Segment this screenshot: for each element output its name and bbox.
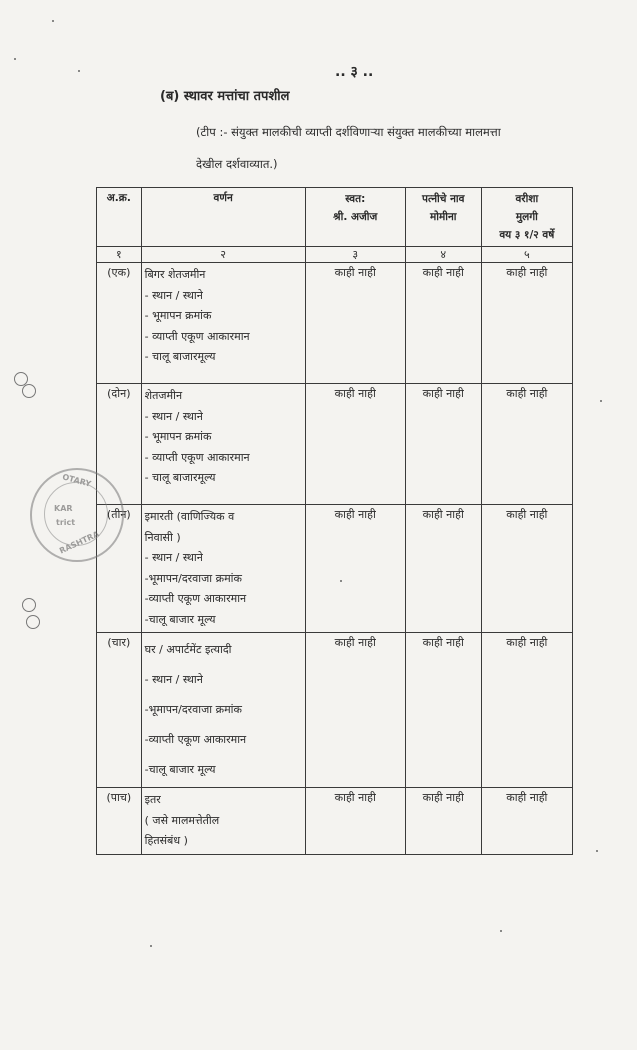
stamp-text: trict [56, 518, 76, 527]
spouse-value: काही नाही [405, 263, 481, 384]
table-row [97, 384, 573, 505]
scan-speck [596, 850, 598, 852]
spouse-value: काही नाही [405, 633, 481, 788]
punch-hole-icon [26, 615, 40, 629]
self-value: काही नाही [305, 633, 405, 788]
header-daughter-line3: वय ३ १/२ वर्षे [499, 229, 555, 241]
description-line: -चालू बाजार मूल्य [144, 763, 216, 776]
stamp-text: OTARY [61, 472, 93, 489]
row-description [141, 788, 305, 855]
page-number: .. ३ .. [335, 64, 374, 80]
description-line: इमारती (वाणिज्यिक व [144, 510, 235, 523]
row-id: (पाच) [97, 788, 142, 855]
row-id: (एक) [97, 263, 142, 384]
header-spouse [405, 188, 481, 247]
description-line: शेतजमीन [144, 389, 183, 402]
description-line: ( जसे मालमत्तेतील [144, 813, 220, 827]
table-row [97, 788, 573, 855]
self-value: काही नाही [305, 384, 405, 505]
description-line: घर / अपार्टमेंट इत्यादी [144, 643, 232, 656]
scan-speck [600, 400, 602, 402]
spouse-value: काही नाही [405, 505, 481, 633]
description-line: -व्याप्ती एकूण आकारमान [144, 592, 247, 605]
description-line: - भूमापन क्रमांक [144, 309, 212, 322]
note [196, 116, 576, 180]
scan-speck [78, 70, 80, 72]
self-value: काही नाही [305, 263, 405, 384]
description-line: - स्थान / स्थाने [144, 551, 203, 564]
column-number: ४ [405, 247, 481, 263]
row-id: (तीन) [97, 505, 142, 633]
spouse-value: काही नाही [405, 384, 481, 505]
description-line: हितसंबंध ) [144, 834, 188, 847]
punch-hole-icon [22, 598, 36, 612]
column-number: १ [97, 247, 142, 263]
description-line: -व्याप्ती एकूण आकारमान [144, 733, 247, 746]
row-description [141, 384, 305, 505]
section-title: (ब) स्थावर मत्तांचा तपशील [160, 89, 290, 104]
description-line: - चालू बाजारमूल्य [144, 350, 216, 363]
description-line: -भूमापन/दरवाजा क्रमांक [144, 571, 242, 585]
header-serial: अ.क्र. [97, 188, 142, 247]
header-spouse-line2: मोमीना [429, 211, 457, 223]
row-description [141, 263, 305, 384]
header-daughter-line1: वरीशा [515, 193, 539, 205]
table-row [97, 505, 573, 633]
header-self-line2: श्री. अजीज [333, 211, 378, 223]
description-line: -भूमापन/दरवाजा क्रमांक [144, 703, 242, 716]
description-line: इतर [144, 793, 161, 806]
row-id: (दोन) [97, 384, 142, 505]
table-row [97, 633, 573, 788]
table-header-row [97, 188, 573, 247]
daughter-value: काही नाही [481, 633, 572, 788]
header-description: वर्णन [141, 188, 305, 247]
column-number: ५ [481, 247, 572, 263]
table-row [97, 263, 573, 384]
self-value: काही नाही [305, 788, 405, 855]
header-spouse-line1: पत्नीचे नाव [422, 193, 465, 205]
header-self-line1: स्वत: [345, 193, 366, 205]
description-line: - व्याप्ती एकूण आकारमान [144, 329, 250, 343]
daughter-value: काही नाही [481, 788, 572, 855]
description-line: निवासी ) [144, 530, 181, 544]
scan-speck [52, 20, 54, 22]
daughter-value: काही नाही [481, 263, 572, 384]
description-line: बिगर शेतजमीन [144, 268, 206, 281]
description-line: - भूमापन क्रमांक [144, 430, 212, 443]
description-line: - स्थान / स्थाने [144, 409, 203, 423]
scan-speck [340, 580, 342, 582]
scan-speck [500, 930, 502, 932]
note-line-2: देखील दर्शवाव्यात.) [196, 157, 278, 171]
scan-speck [150, 945, 152, 947]
header-self [305, 188, 405, 247]
header-daughter [481, 188, 572, 247]
column-number: ३ [305, 247, 405, 263]
description-line: - चालू बाजारमूल्य [144, 471, 216, 484]
description-line: - व्याप्ती एकूण आकारमान [144, 450, 250, 464]
self-value: काही नाही [305, 505, 405, 633]
spouse-value: काही नाही [405, 788, 481, 855]
stamp-text: RASHTRA [58, 529, 101, 556]
row-id: (चार) [97, 633, 142, 788]
scan-speck [14, 58, 16, 60]
immovable-assets-table [96, 187, 573, 855]
punch-hole-icon [22, 384, 36, 398]
notary-stamp [30, 468, 124, 562]
daughter-value: काही नाही [481, 505, 572, 633]
row-description [141, 633, 305, 788]
column-number-row [97, 247, 573, 263]
description-line: - स्थान / स्थाने [144, 673, 203, 686]
row-description [141, 505, 305, 633]
stamp-text: KAR [54, 504, 73, 513]
column-number: २ [141, 247, 305, 263]
header-daughter-line2: मुलगी [515, 211, 538, 223]
note-line-1: (टीप :- संयुक्त मालकीची व्याप्ती दर्शविणाऱ्या संयुक्त मालकीच्या मालमत्ता [196, 125, 501, 139]
description-line: -चालू बाजार मूल्य [144, 612, 216, 626]
daughter-value: काही नाही [481, 384, 572, 505]
description-line: - स्थान / स्थाने [144, 288, 203, 302]
